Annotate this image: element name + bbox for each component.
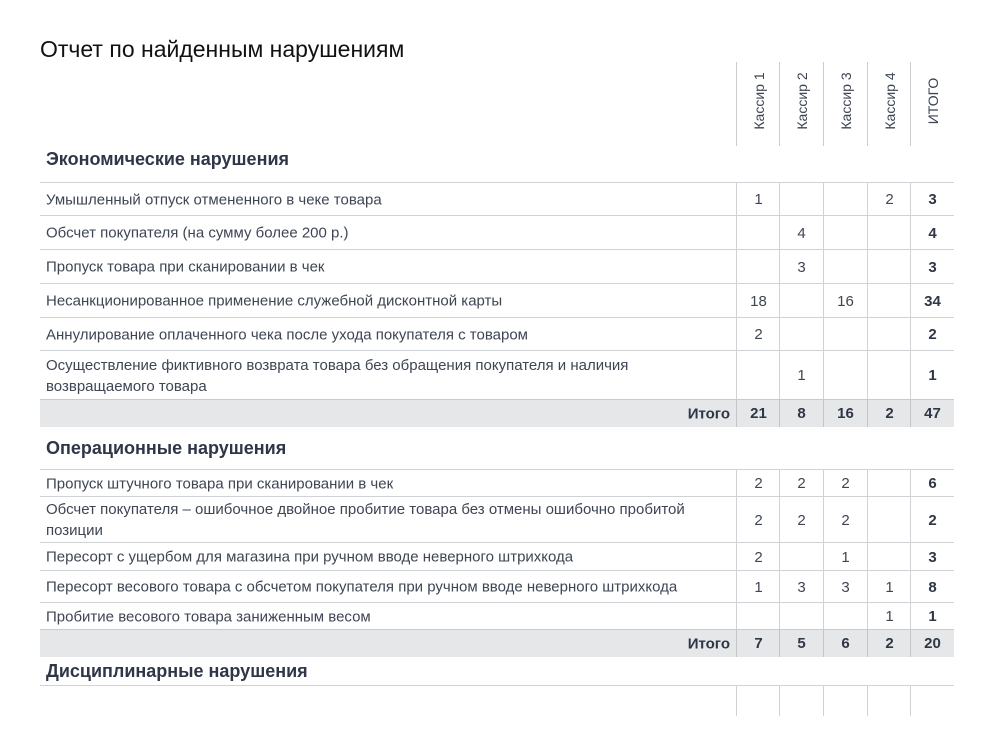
divider xyxy=(823,686,824,716)
cell-cashier-3: 2 xyxy=(823,470,867,497)
column-header-label: Кассир 3 xyxy=(838,72,854,130)
cell-cashier-2: 3 xyxy=(779,571,823,603)
total-cashier-2: 5 xyxy=(779,630,823,657)
total-label: Итого xyxy=(687,405,730,422)
divider xyxy=(867,686,868,716)
column-header-cashier-1 xyxy=(736,62,780,146)
cell-cashier-2: 1 xyxy=(779,351,823,400)
total-cashier-3: 16 xyxy=(823,400,867,427)
column-header-label: ИТОГО xyxy=(925,77,941,124)
cell-cashier-2 xyxy=(779,183,823,216)
row-label: Осуществление фиктивного возврата товара без обращения покупателя и наличия возвращаемого товара xyxy=(46,356,629,395)
table-row xyxy=(40,182,954,216)
divider xyxy=(736,686,737,716)
total-grand: 47 xyxy=(910,400,954,427)
table-row xyxy=(40,283,954,318)
table-row xyxy=(40,249,954,284)
cell-cashier-3: 3 xyxy=(823,571,867,603)
cell-cashier-4 xyxy=(867,318,911,351)
divider xyxy=(40,685,954,686)
cell-total: 8 xyxy=(910,571,954,603)
divider xyxy=(779,686,780,716)
total-cashier-1: 21 xyxy=(736,400,780,427)
row-label: Несанкционированное применение служебной дисконтной карты xyxy=(46,292,503,310)
cell-cashier-3: 16 xyxy=(823,284,867,318)
cell-total: 34 xyxy=(910,284,954,318)
total-row xyxy=(40,629,954,657)
row-label: Пересорт весового товара с обсчетом покупателя при ручном вводе неверного штрихкода xyxy=(46,578,678,596)
cell-cashier-2 xyxy=(779,603,823,630)
cell-total: 1 xyxy=(910,351,954,400)
cell-cashier-4 xyxy=(867,497,911,543)
cell-cashier-4 xyxy=(867,470,911,497)
cell-cashier-3 xyxy=(823,250,867,284)
section-title-operational: Операционные нарушения xyxy=(46,438,287,458)
cell-cashier-2: 3 xyxy=(779,250,823,284)
total-cashier-4: 2 xyxy=(867,630,911,657)
cell-total: 3 xyxy=(910,183,954,216)
cell-cashier-4 xyxy=(867,250,911,284)
total-row xyxy=(40,399,954,427)
cell-cashier-1: 2 xyxy=(736,470,780,497)
cell-cashier-4: 1 xyxy=(867,571,911,603)
column-header-label: Кассир 1 xyxy=(750,72,767,130)
column-header-total xyxy=(910,62,955,146)
cell-cashier-4 xyxy=(867,216,911,250)
cell-total: 4 xyxy=(910,216,954,250)
cell-cashier-4: 2 xyxy=(867,183,911,216)
table-row xyxy=(40,317,954,351)
section-title-disciplinary: Дисциплинарные нарушения xyxy=(46,661,308,681)
cell-total: 6 xyxy=(910,470,954,497)
cell-cashier-3: 1 xyxy=(823,543,867,571)
cell-cashier-3 xyxy=(823,351,867,400)
cell-total: 3 xyxy=(910,543,954,571)
total-cashier-1: 7 xyxy=(736,630,780,657)
cell-cashier-3: 2 xyxy=(823,497,867,543)
section-title-economic: Экономические нарушения xyxy=(46,149,290,169)
cell-cashier-2 xyxy=(779,318,823,351)
cell-cashier-1: 18 xyxy=(736,284,780,318)
cell-cashier-1: 1 xyxy=(736,571,780,603)
cell-cashier-2 xyxy=(779,284,823,318)
cell-total: 2 xyxy=(910,497,954,543)
cell-cashier-3 xyxy=(823,216,867,250)
cell-cashier-2 xyxy=(779,543,823,571)
total-cashier-2: 8 xyxy=(779,400,823,427)
column-header-cashier-4 xyxy=(867,62,911,146)
cell-cashier-1 xyxy=(736,603,780,630)
table-row xyxy=(40,469,954,497)
cell-cashier-1: 2 xyxy=(736,543,780,571)
row-label: Умышленный отпуск отмененного в чеке товара xyxy=(46,191,382,208)
cell-cashier-4: 1 xyxy=(867,603,911,630)
total-cashier-3: 6 xyxy=(823,630,867,657)
row-label: Пробитие весового товара заниженным весом xyxy=(46,608,371,625)
cell-cashier-3 xyxy=(823,318,867,351)
table-row xyxy=(40,542,954,571)
cell-cashier-1 xyxy=(736,250,780,284)
total-grand: 20 xyxy=(910,630,954,657)
cell-total: 2 xyxy=(910,318,954,351)
table-row xyxy=(40,350,954,400)
cell-cashier-2: 4 xyxy=(779,216,823,250)
row-label: Пропуск штучного товара при сканировании в чек xyxy=(46,475,394,492)
cell-cashier-2: 2 xyxy=(779,497,823,543)
table-row xyxy=(40,602,954,630)
table-row xyxy=(40,496,954,543)
cell-total: 1 xyxy=(910,603,954,630)
row-label: Обсчет покупателя – ошибочное двойное пробитие товара без отмены ошибочно пробитой позиции xyxy=(46,501,685,539)
cell-cashier-1 xyxy=(736,216,780,250)
cell-cashier-1 xyxy=(736,351,780,400)
column-header-cashier-2 xyxy=(779,62,824,146)
cell-cashier-2: 2 xyxy=(779,470,823,497)
table-row xyxy=(40,215,954,250)
divider xyxy=(910,686,911,716)
row-label: Аннулирование оплаченного чека после ухода покупателя с товаром xyxy=(46,326,528,343)
cell-cashier-3 xyxy=(823,603,867,630)
column-header-label: Кассир 4 xyxy=(881,72,898,130)
total-label: Итого xyxy=(687,635,730,652)
report-title: Отчет по найденным нарушениям xyxy=(40,36,405,62)
cell-cashier-4 xyxy=(867,284,911,318)
cell-cashier-1: 1 xyxy=(736,183,780,216)
cell-cashier-1: 2 xyxy=(736,497,780,543)
total-cashier-4: 2 xyxy=(867,400,911,427)
row-label: Обсчет покупателя (на сумму более 200 р.) xyxy=(46,224,349,242)
cell-total: 3 xyxy=(910,250,954,284)
cell-cashier-1: 2 xyxy=(736,318,780,351)
cell-cashier-4 xyxy=(867,351,911,400)
table-row xyxy=(40,570,954,603)
cell-cashier-3 xyxy=(823,183,867,216)
cell-cashier-4 xyxy=(867,543,911,571)
column-header-cashier-3 xyxy=(823,62,868,146)
row-label: Пропуск товара при сканировании в чек xyxy=(46,258,325,276)
column-header-label: Кассир 2 xyxy=(794,72,810,130)
row-label: Пересорт с ущербом для магазина при ручном вводе неверного штрихкода xyxy=(46,548,574,566)
